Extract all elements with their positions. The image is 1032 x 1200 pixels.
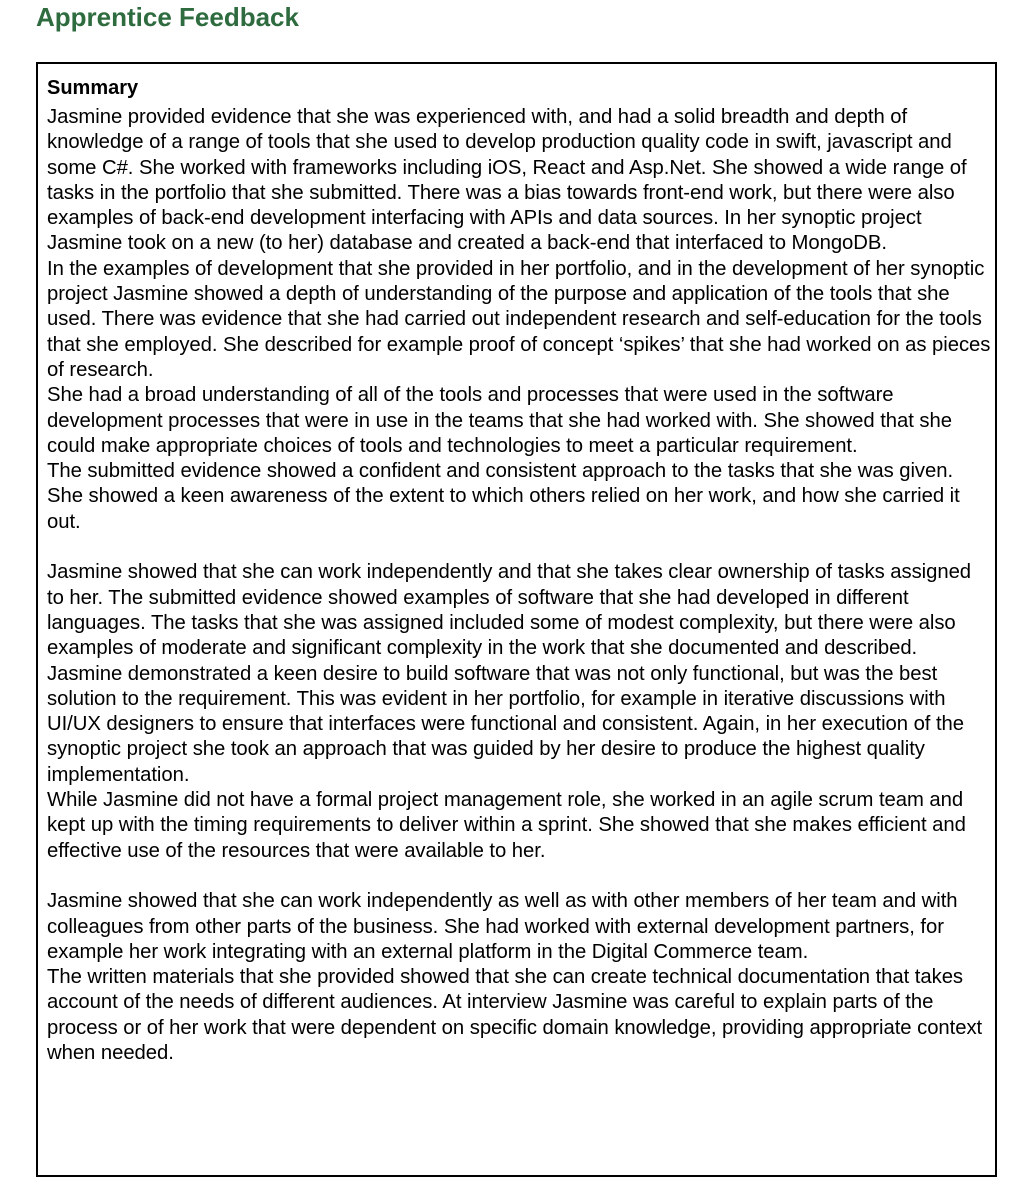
summary-paragraph: While Jasmine did not have a formal project management role, she worked in an agile scrum team and kept up with the timing requirements to deliver within a sprint. She showed that she makes efficient and effective use of the resources that were available to her.	[47, 789, 966, 862]
summary-paragraph: She had a broad understanding of all of the tools and processes that were used in the software development processes that were in use in the teams that she had worked with. She showed that she could make appropriate choices of tools and technologies to meet a particular requirement.	[47, 384, 952, 457]
summary-paragraph: Jasmine showed that she can work independently as well as with other members of her team and with colleagues from other parts of the business. She had worked with external development partners, for example her work integrating with an external platform in the Digital Commerce team.	[47, 890, 958, 963]
summary-paragraph: Jasmine provided evidence that she was experienced with, and had a solid breadth and depth of knowledge of a range of tools that she used to develop production quality code in swift, javascript and some C#. She worked with frameworks including iOS, React and Asp.Net. She showed a wide range of tasks in the portfolio that she submitted. There was a bias towards front-end work, but there were also examples of back-end development interfacing with APIs and data sources. In her synoptic project Jasmine took on a new (to her) database and created a back-end that interfaced to MongoDB.	[47, 106, 967, 255]
summary-paragraph: In the examples of development that she provided in her portfolio, and in the development of her synoptic project Jasmine showed a depth of understanding of the purpose and application of the tools that she used. There was evidence that she had carried out independent research and self-education for the tools that she employed. She described for example proof of concept ‘spikes’ that she had worked on as pieces of research.	[47, 257, 991, 381]
summary-paragraph: Jasmine demonstrated a keen desire to build software that was not only functional, but was the best solution to the requirement. This was evident in her portfolio, for example in iterative discussions with UI/UX designers to ensure that interfaces were functional and consistent. Again, in her execution of the synoptic project she took an approach that was guided by her desire to produce the highest quality implementation.	[47, 662, 965, 786]
summary-paragraph: Jasmine showed that she can work independently and that she takes clear ownership of tasks assigned to her. The submitted evidence showed examples of software that she had developed in different languages. The tasks that she was assigned included some of modest complexity, but there were also examples of moderate and significant complexity in the work that she documented and described.	[47, 561, 972, 660]
paragraph-gap	[47, 535, 992, 560]
page-title: Apprentice Feedback	[36, 2, 299, 32]
summary-body	[47, 105, 992, 1066]
summary-paragraph: The submitted evidence showed a confident and consistent approach to the tasks that she was given. She showed a keen awareness of the extent to which others relied on her work, and how she carried it out.	[47, 460, 960, 533]
summary-heading: Summary	[47, 77, 139, 99]
summary-paragraph: The written materials that she provided showed that she can create technical documentation that takes account of the needs of different audiences. At interview Jasmine was careful to explain parts of the process or of her work that were dependent on specific domain knowledge, providing appropriate context when needed.	[47, 966, 983, 1064]
paragraph-gap	[47, 864, 992, 889]
summary-box	[36, 62, 997, 1177]
